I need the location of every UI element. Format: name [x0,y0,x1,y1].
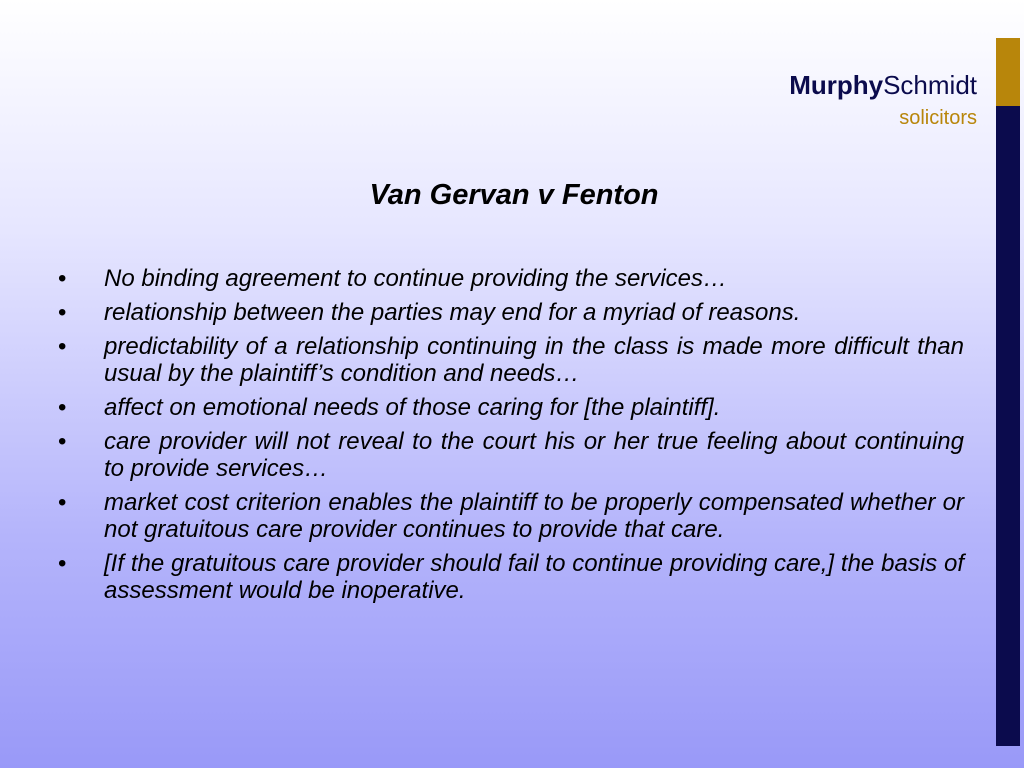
decorative-side-bar [996,38,1020,746]
bullet-text: market cost criterion enables the plaintiff to be properly compensated whether or not gratuitous care provider continues to provide that care. [104,489,964,543]
bullet-item [58,489,964,543]
side-bar-gold-segment [996,38,1020,106]
bullet-text: relationship between the parties may end for a myriad of reasons. [104,299,801,326]
bullet-text: [If the gratuitous care provider should fail to continue providing care,] the basis of assessment would be inoperative. [104,550,964,604]
bullet-list [58,265,964,611]
logo-name-regular: Schmidt [883,70,977,100]
bullet-item [58,394,964,421]
bullet-text: care provider will not reveal to the court his or her true feeling about continuing to provide services… [104,428,964,482]
company-logo [789,72,977,128]
bullet-mark: • [58,489,67,516]
logo-tagline: solicitors [899,107,977,129]
bullet-item [58,333,964,387]
bullet-text: predictability of a relationship continuing in the class is made more difficult than usual by the plaintiff’s condition and needs… [104,333,964,387]
bullet-item [58,265,964,292]
bullet-mark: • [58,394,67,421]
bullet-mark: • [58,265,67,292]
bullet-mark: • [58,299,67,326]
logo-name-bold: Murphy [789,70,884,100]
bullet-item [58,428,964,482]
bullet-mark: • [58,550,67,577]
bullet-text: No binding agreement to continue providing the services… [104,265,728,292]
bullet-item [58,550,964,604]
bullet-text: affect on emotional needs of those caring for [the plaintiff]. [104,394,721,421]
slide-title: Van Gervan v Fenton [369,179,659,211]
logo-name [789,72,977,98]
bullet-mark: • [58,428,67,455]
bullet-mark: • [58,333,67,360]
bullet-item [58,299,964,326]
